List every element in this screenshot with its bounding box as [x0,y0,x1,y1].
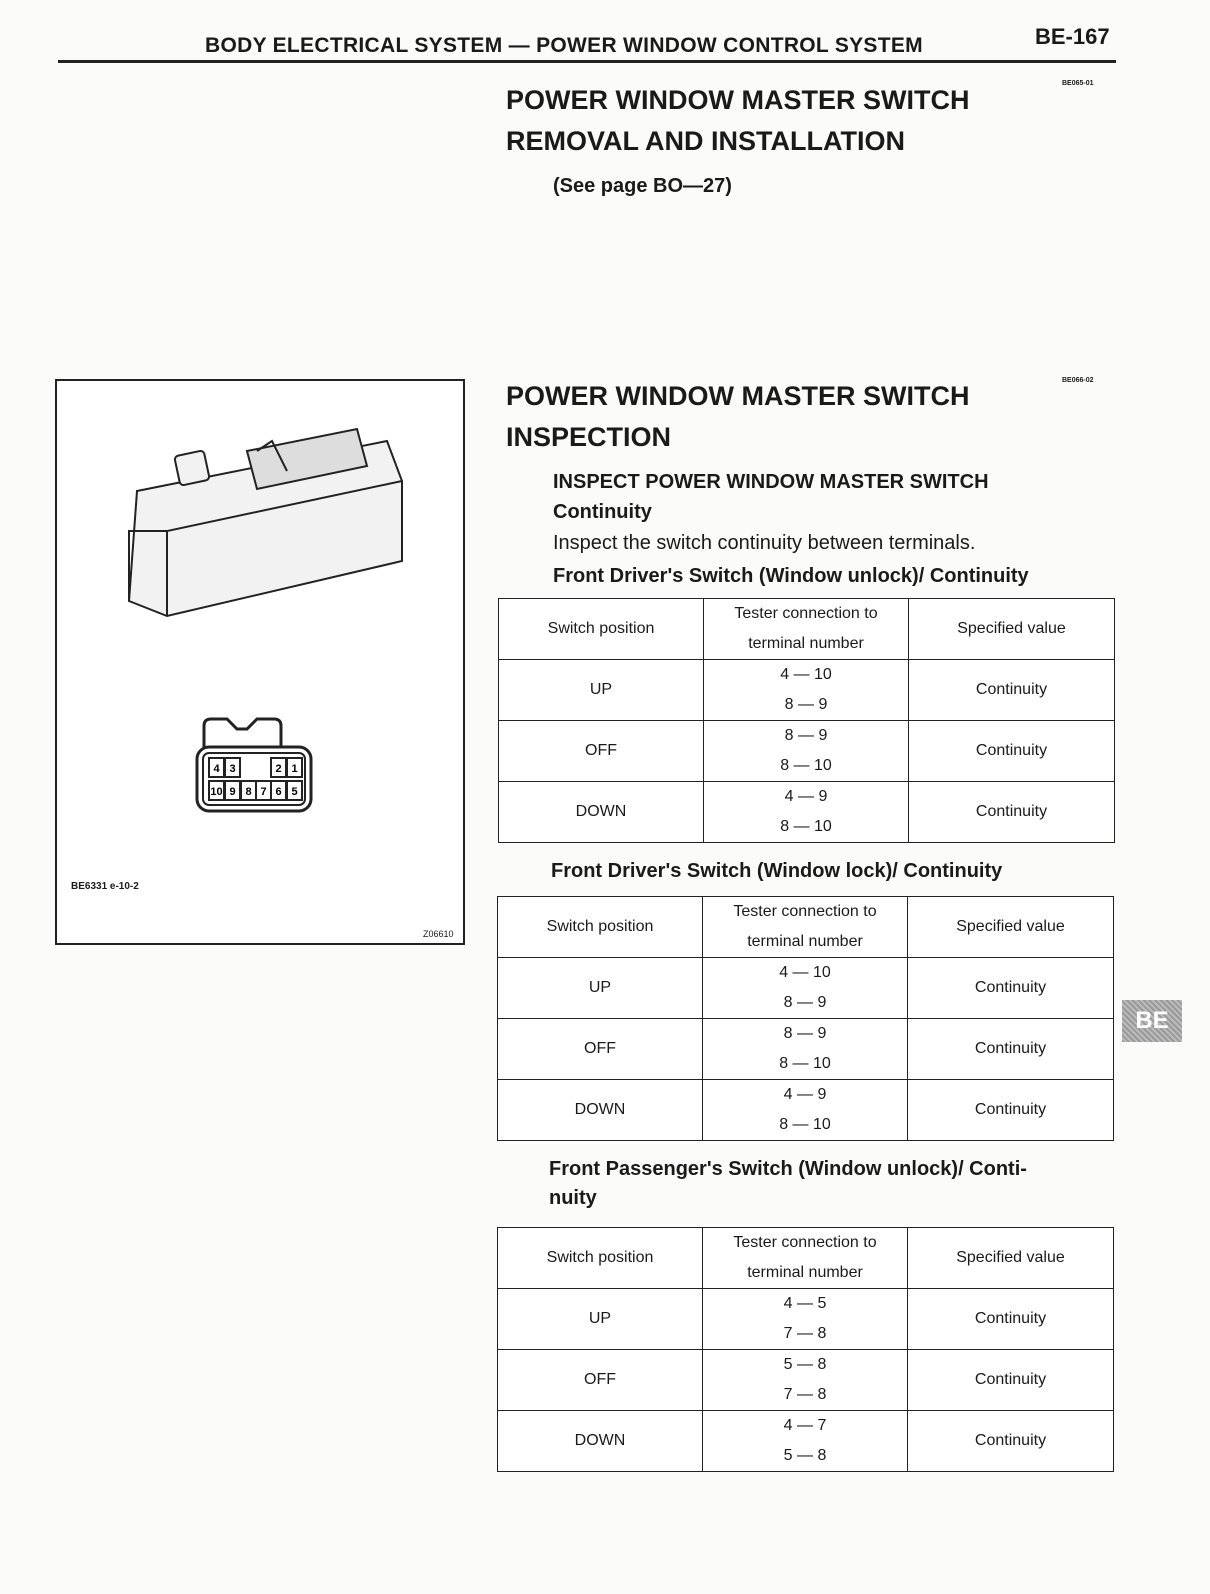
terminal-pair: 7 — 8 [783,1386,827,1403]
switch-position: UP [498,1289,703,1350]
title-line: INSPECTION [506,422,672,452]
pin-number: 8 [245,786,252,798]
figure-code: Z06610 [423,929,454,939]
step-heading: INSPECT POWER WINDOW MASTER SWITCH [553,471,989,493]
terminal-pair: 8 — 10 [779,1116,831,1133]
terminal-pair: 8 — 10 [780,757,832,774]
switch-position: DOWN [498,1411,703,1472]
specified-value: Continuity [908,958,1114,1019]
tester-connection [704,721,909,782]
switch-position: OFF [499,721,704,782]
section-title [506,376,969,458]
column-header: Switch position [499,599,704,660]
terminal-pair: 8 — 10 [779,1055,831,1072]
specified-value: Continuity [908,1411,1114,1472]
table-row [498,1411,1114,1472]
title-line: POWER WINDOW MASTER SWITCH [506,381,970,411]
table-row [498,958,1114,1019]
pin-number: 7 [260,786,267,798]
table-title: Front Passenger's Switch (Window unlock)/ Conti- nuity [549,1158,1027,1209]
instruction-text: Inspect the switch continuity between terminals. [553,532,976,554]
column-header: Specified value [908,1228,1114,1289]
terminal-pair: 5 — 8 [783,1356,827,1373]
switch-position: UP [499,660,704,721]
section-tab: BE [1122,1000,1182,1042]
switch-position: DOWN [499,782,704,843]
continuity-table [497,896,1114,1141]
tester-connection [703,958,908,1019]
tester-connection [703,1289,908,1350]
table-title: Front Driver's Switch (Window lock)/ Continuity [551,860,1003,882]
specified-value: Continuity [908,1080,1114,1141]
pin-number: 3 [229,763,236,775]
pin-number: 2 [275,763,282,775]
specified-value: Continuity [908,1289,1114,1350]
pin-number: 5 [291,786,298,798]
switch-position: OFF [498,1019,703,1080]
title-line: POWER WINDOW MASTER SWITCH [506,85,970,115]
table-row [498,1289,1114,1350]
column-header: Tester connection to terminal number [703,1228,908,1289]
continuity-table [498,598,1115,843]
terminal-pair: 8 — 9 [784,727,828,744]
see-page-ref: (See page BO—27) [553,175,732,197]
table-row [498,1019,1114,1080]
column-header: Specified value [908,897,1114,958]
subheading: Continuity [553,501,652,523]
table-row [499,721,1115,782]
page-number: BE-167 [1035,24,1110,49]
tester-connection [703,1411,908,1472]
pin-number: 6 [275,786,282,798]
terminal-pair: 4 — 9 [784,788,828,805]
terminal-pair: 7 — 8 [783,1325,827,1342]
specified-value: Continuity [909,721,1115,782]
section-code: BE065-01 [1062,80,1094,87]
switch-position: UP [498,958,703,1019]
terminal-pair: 4 — 10 [779,964,831,981]
table-header-row [498,897,1114,958]
tester-connection [704,660,909,721]
pin-number: 9 [229,786,236,798]
tester-connection [703,1019,908,1080]
switch-figure [55,379,465,945]
terminal-pair: 8 — 9 [784,696,828,713]
specified-value: Continuity [908,1350,1114,1411]
terminal-pair: 8 — 9 [783,1025,827,1042]
switch-position: OFF [498,1350,703,1411]
terminal-pair: 5 — 8 [783,1447,827,1464]
pin-number: 1 [291,763,298,775]
figure-label: BE6331 e-10-2 [71,881,139,892]
column-header: Specified value [909,599,1115,660]
table-row [499,782,1115,843]
column-header: Tester connection to terminal number [703,897,908,958]
running-header: BODY ELECTRICAL SYSTEM — POWER WINDOW CONTROL SYSTEM [205,34,923,57]
table-header-row [498,1228,1114,1289]
table-row [498,1080,1114,1141]
table-title: Front Driver's Switch (Window unlock)/ Continuity [553,565,1029,587]
tester-connection [703,1080,908,1141]
column-header: Tester connection to terminal number [704,599,909,660]
master-switch-illustration [57,381,463,941]
terminal-pair: 8 — 10 [780,818,832,835]
terminal-pair: 8 — 9 [783,994,827,1011]
table-row [498,1350,1114,1411]
specified-value: Continuity [909,782,1115,843]
header-rule [58,60,1116,63]
tester-connection [704,782,909,843]
section-code: BE066-02 [1062,377,1094,384]
terminal-pair: 4 — 9 [783,1086,827,1103]
tester-connection [703,1350,908,1411]
terminal-pair: 4 — 7 [783,1417,827,1434]
switch-position: DOWN [498,1080,703,1141]
pin-number: 4 [213,763,220,775]
column-header: Switch position [498,1228,703,1289]
title-line: REMOVAL AND INSTALLATION [506,126,905,156]
terminal-pair: 4 — 5 [783,1295,827,1312]
specified-value: Continuity [909,660,1115,721]
terminal-pair: 4 — 10 [780,666,832,683]
table-header-row [499,599,1115,660]
column-header: Switch position [498,897,703,958]
section-title [506,80,969,162]
specified-value: Continuity [908,1019,1114,1080]
table-row [499,660,1115,721]
continuity-table [497,1227,1114,1472]
pin-number: 10 [210,786,223,798]
